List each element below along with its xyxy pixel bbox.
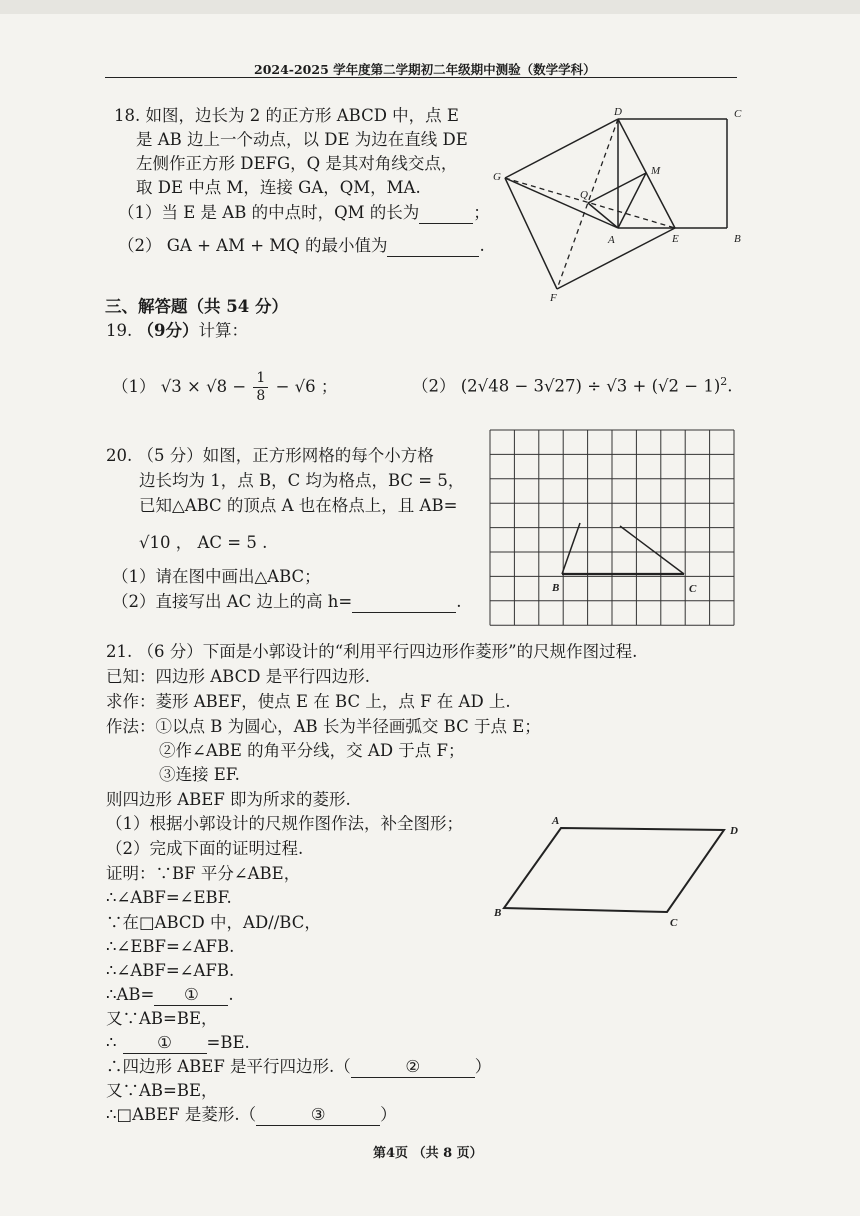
q19-number: 19. — [106, 321, 133, 340]
q20-grid-figure — [488, 428, 744, 626]
q18-line-2: 是 AB 边上一个动点，以 DE 为边在直线 DE — [136, 130, 468, 149]
q21-proof-again-2: 又∵AB=BE， — [106, 1081, 218, 1100]
q18-figure — [488, 100, 758, 310]
q20-line-3: 已知△ABC 的顶点 A 也在格点上，且 AB= — [139, 496, 458, 515]
q19-part-1-expr-b: − √6 ； — [275, 377, 338, 396]
section-3-title: 三、解答题（共 54 分） — [105, 297, 288, 316]
page-number: 第4页 （共 8 页） — [373, 1146, 483, 1161]
q19-part-1-expr-a: √3 × √8 − — [160, 377, 247, 396]
q21-proof-close-paren-3: ） — [380, 1105, 397, 1124]
q18-part-1-end: ； — [473, 203, 490, 222]
q18-line-3: 左侧作正方形 DEFG，Q 是其对角线交点， — [136, 154, 458, 173]
q21-parallelogram-figure — [488, 810, 748, 930]
q18-diagonal-ge — [505, 178, 675, 228]
q18-segment-ef — [557, 228, 675, 289]
q18-part-1 — [118, 203, 490, 224]
q21-method-2: ②作∠ABE 的角平分线，交 AD 于点 F； — [159, 741, 465, 760]
q18-segment-gd — [505, 119, 618, 178]
q19-fraction-numerator: 1 — [253, 370, 268, 388]
q21-known: 已知：四边形 ABCD 是平行四边形. — [106, 667, 370, 686]
q18-part-2 — [118, 236, 485, 257]
q18-segment-ga — [505, 178, 618, 228]
q21-proof-again-1: 又∵AB=BE， — [106, 1009, 218, 1028]
q21-method-3: ③连接 EF. — [159, 765, 240, 784]
q21-label-a: A — [552, 815, 560, 827]
q19-part-2-end: . — [727, 376, 733, 396]
q20-part-1: （1）请在图中画出△ABC； — [112, 567, 321, 586]
q20-line-1: 20. （5 分）如图，正方形网格的每个小方格 — [106, 446, 434, 465]
q18-label-b: B — [734, 233, 741, 245]
q19-part-2 — [412, 372, 733, 397]
q19-part-1 — [112, 370, 337, 405]
q18-segment-qm — [588, 173, 646, 203]
q21-proof-rhombus-text: ∴□ABEF 是菱形.（ — [106, 1105, 257, 1124]
q21-label-d: D — [730, 825, 738, 837]
q21-proof-rhombus — [106, 1105, 397, 1126]
q20-grid-lines — [490, 430, 734, 625]
q21-therefore-symbol: ∴ — [106, 1033, 117, 1052]
q21-label-c: C — [670, 917, 678, 929]
q21-blank-1a[interactable]: ① — [154, 985, 228, 1006]
q21-blank-3[interactable]: ③ — [256, 1105, 380, 1126]
q19-part-2-exponent: 2 — [720, 375, 728, 388]
q21-conclusion: 则四边形 ABEF 即为所求的菱形. — [106, 790, 351, 809]
q18-line-1: 18. 如图，边长为 2 的正方形 ABCD 中，点 E — [114, 106, 459, 125]
q18-label-d: D — [614, 106, 622, 118]
q19-part-2-expr: (2√48 − 3√27) ÷ √3 + (√2 − 1) — [460, 376, 721, 396]
q21-proof-parallel-text: ∴四边形 ABEF 是平行四边形.（ — [106, 1057, 351, 1076]
q20-line-2: 边长均为 1，点 B，C 均为格点，BC = 5， — [139, 471, 465, 490]
q21-stem: 21. （6 分）下面是小郭设计的“利用平行四边形作菱形”的尺规作图过程. — [106, 642, 638, 661]
q21-proof-line-5: ∴∠ABF=∠AFB. — [106, 961, 235, 980]
q18-answer-blank-2[interactable] — [387, 236, 479, 257]
q18-answer-blank-1[interactable] — [419, 203, 473, 224]
q20-part-2 — [112, 592, 461, 613]
q21-find: 求作：菱形 ABEF，使点 E 在 BC 上，点 F 在 AD 上. — [106, 692, 511, 711]
q21-proof-line-1: 证明：∵BF 平分∠ABE， — [106, 864, 301, 883]
q19-fraction-denominator: 8 — [256, 388, 266, 404]
q21-part-2: （2）完成下面的证明过程. — [106, 839, 304, 858]
q21-proof-therefore — [106, 1033, 250, 1054]
header-rule — [105, 77, 737, 78]
q19-part-2-label: （2） — [412, 376, 456, 396]
q18-part-2-text: （2） GA + AM + MQ 的最小值为 — [118, 236, 388, 255]
q21-blank-2[interactable]: ② — [351, 1057, 475, 1078]
q18-part-2-end: . — [479, 236, 485, 255]
q20-segment-ac-partial — [620, 526, 684, 574]
q18-label-e: E — [672, 233, 679, 245]
q19-part-1-label: （1） — [112, 377, 156, 396]
q21-proof-ab-end: . — [228, 985, 234, 1004]
q21-blank-1b[interactable]: ① — [123, 1033, 207, 1054]
scan-top-edge — [0, 0, 860, 14]
q20-segment-ab-partial — [562, 523, 580, 574]
q21-proof-close-paren-2: ） — [474, 1057, 492, 1076]
q19-stem — [106, 321, 248, 341]
q21-proof-line-4: ∴∠EBF=∠AFB. — [106, 937, 235, 956]
q21-parallelogram-abcd — [504, 828, 724, 912]
q18-label-c: C — [734, 108, 742, 120]
q21-part-1: （1）根据小郭设计的尺规作图作法，补全图形； — [106, 814, 463, 833]
q19-sqrt-fraction — [253, 370, 268, 405]
q18-line-4: 取 DE 中点 M，连接 GA，QM，MA. — [136, 178, 421, 197]
q18-label-q: Q — [580, 189, 588, 201]
q21-proof-eq-end: =BE. — [206, 1033, 250, 1052]
q18-label-f: F — [550, 292, 557, 304]
q18-segment-ma — [618, 173, 646, 228]
q21-proof-parallelogram — [106, 1057, 491, 1078]
q20-height-answer-blank[interactable] — [352, 592, 456, 613]
q18-label-g: G — [493, 171, 501, 183]
q18-label-m: M — [651, 165, 661, 177]
q20-part-2-end: . — [456, 592, 462, 611]
q21-proof-line-3: ∵在□ABCD 中，AD//BC， — [106, 913, 321, 932]
q20-part-2-text: （2）直接写出 AC 边上的高 h= — [112, 592, 353, 611]
q19-stem-text: 计算： — [198, 321, 248, 340]
q21-label-b: B — [494, 907, 502, 919]
q18-diagonal-df — [557, 119, 618, 289]
q18-part-1-text: （1）当 E 是 AB 的中点时，QM 的长为 — [118, 203, 420, 222]
q20-line-4: √10 ， AC = 5 . — [139, 533, 268, 552]
q21-proof-line-2: ∴∠ABF=∠EBF. — [106, 888, 232, 907]
q20-label-c: C — [689, 583, 697, 595]
q21-method-1: 作法：①以点 B 为圆心，AB 长为半径画弧交 BC 于点 E； — [106, 717, 541, 736]
q18-label-a: A — [608, 234, 615, 246]
q18-segment-fg — [505, 178, 557, 289]
q21-proof-ab-prefix: ∴AB= — [106, 985, 155, 1004]
q21-proof-ab-equals — [106, 985, 234, 1006]
exam-header-title: 2024-2025 学年度第二学期初二年级期中测验（数学学科） — [254, 62, 596, 77]
q19-points: （9分） — [137, 321, 199, 340]
q20-label-b: B — [552, 582, 560, 594]
